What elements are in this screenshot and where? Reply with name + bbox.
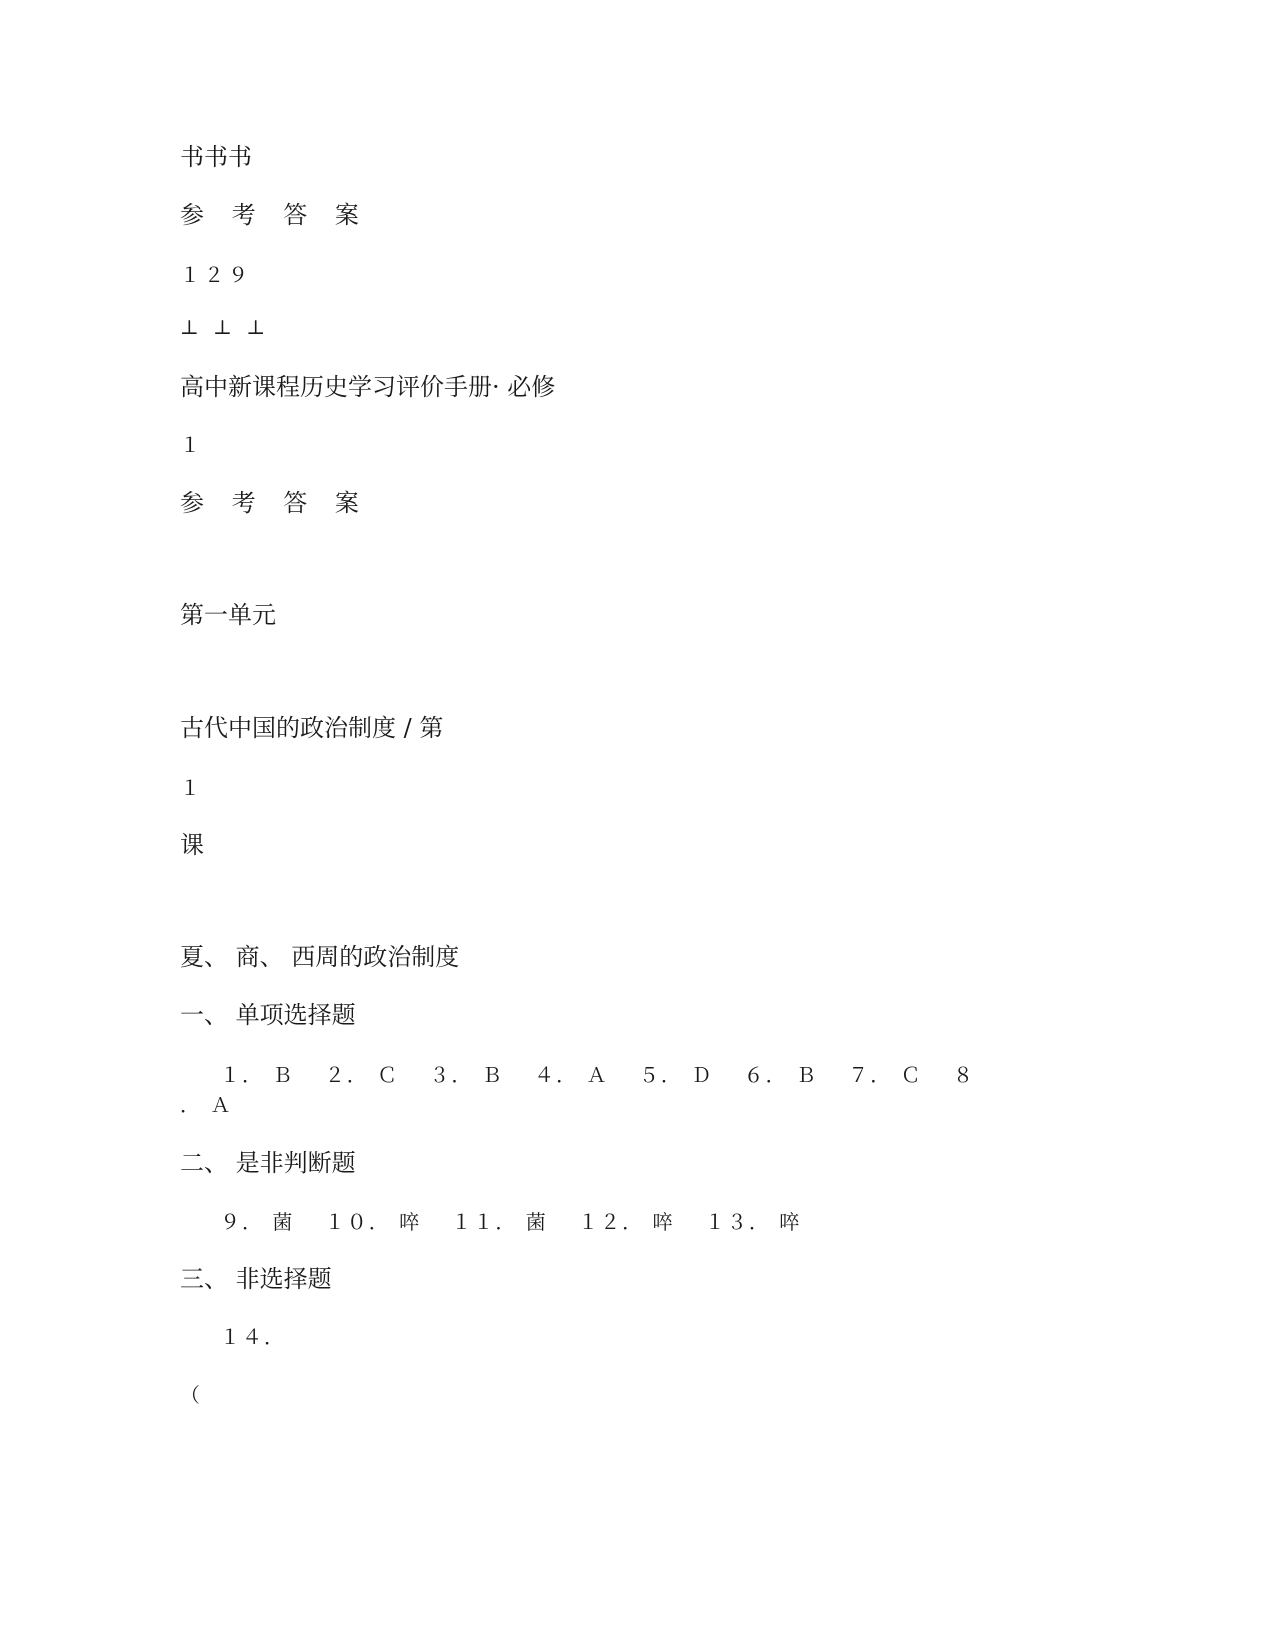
- unit-label: 第一单元: [180, 601, 276, 629]
- section1-heading: 一、 单项选择题: [180, 1001, 356, 1029]
- open-paren: （: [180, 1383, 200, 1407]
- lesson-title: 夏、 商、 西周的政治制度: [180, 943, 460, 971]
- book-title: 高中新课程历史学习评价手册· 必修: [180, 373, 556, 401]
- section1-answers-line2: ． Ａ: [180, 1093, 233, 1117]
- section2-heading: 二、 是非判断题: [180, 1149, 356, 1177]
- unit-topic: 古代中国的政治制度 / 第: [180, 714, 444, 742]
- volume-number: １: [180, 433, 200, 457]
- section1-answers-line1: １． Ｂ ２． Ｃ ３． Ｂ ４． Ａ ５． Ｄ ６． Ｂ ７． Ｃ ８: [220, 1063, 976, 1087]
- answers-title-2: 参 考 答 案: [180, 489, 369, 517]
- lesson-suffix: 课: [180, 831, 204, 859]
- section2-answers: ９． 菌 １０． 啐 １１． 菌 １２． 啐 １３． 啐: [220, 1210, 802, 1234]
- header-mark: 书书书: [180, 143, 252, 171]
- section3-heading: 三、 非选择题: [180, 1265, 332, 1293]
- page-numbers: １２９: [180, 263, 252, 287]
- symbol-row: ⊥ ⊥ ⊥: [180, 315, 270, 339]
- answers-title: 参 考 答 案: [180, 201, 369, 229]
- lesson-number: １: [180, 776, 200, 800]
- section3-item: １４．: [220, 1325, 286, 1349]
